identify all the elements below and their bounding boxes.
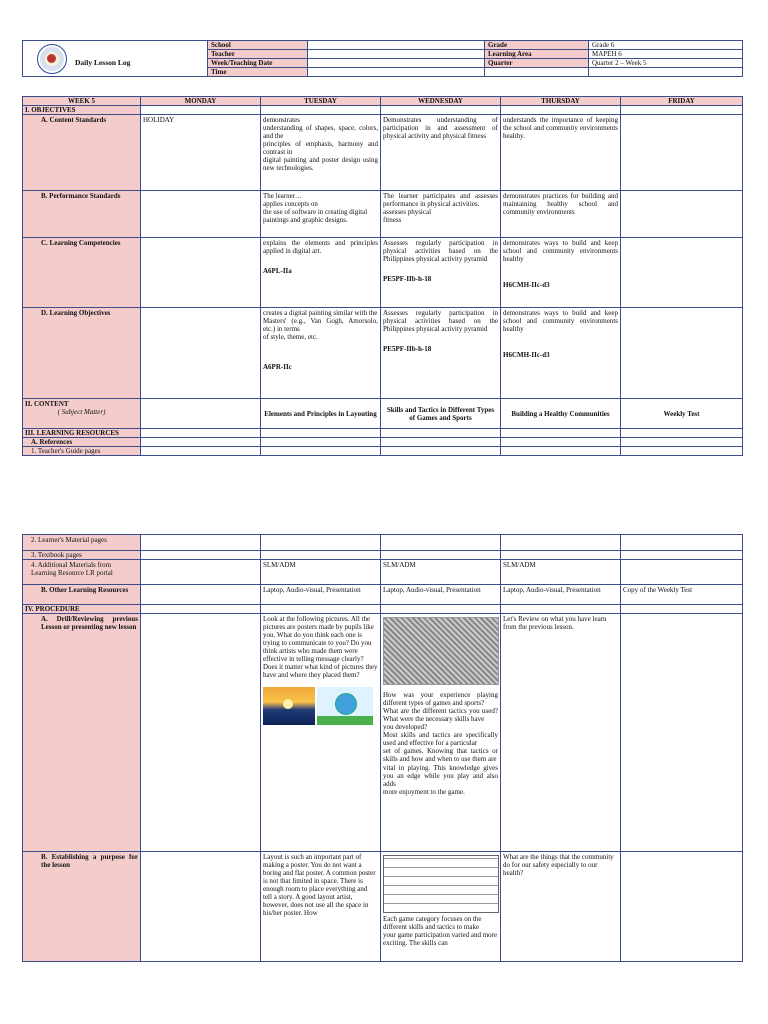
col-thursday: THURSDAY — [501, 97, 621, 106]
cell-wed-purpose: Each game category focuses on the different skills and tactics to make your game participation varied and more exciting. The skills can — [381, 852, 501, 962]
cell-wed-topic: Skills and Tactics in Different Types of Games and Sports — [381, 399, 501, 429]
cell-thu-objectives: demonstrates ways to build and keep school and community environments healthy H6CMH-IIc-d3 — [501, 308, 621, 399]
time-value — [308, 68, 485, 77]
col-friday: FRIDAY — [621, 97, 743, 106]
skills-table-image — [383, 855, 499, 913]
row-drill: A. Drill/Reviewing previous Lesson or presenting new lesson — [23, 614, 141, 852]
row-learning-objectives: D. Learning Objectives — [23, 308, 141, 399]
cell-tue-competencies: explains the elements and principles applied in digital art. A6PL-IIa — [261, 238, 381, 308]
cell-thu-content: understands the importance of keeping the school and community environments healthy. — [501, 115, 621, 191]
lesson-table-part2 — [22, 534, 743, 962]
school-value — [308, 41, 485, 50]
col-wednesday: WEDNESDAY — [381, 97, 501, 106]
row-lm-pages: 2. Learner's Material pages — [23, 535, 141, 551]
row-references: A. References — [23, 438, 141, 447]
cell-wed-objectives: Assesses regularly participation in physical activities based on the Philippines physical activity pyramid PE5PF-IIb-h-18 — [381, 308, 501, 399]
lesson-table-part1 — [22, 96, 743, 456]
quarter-label: Quarter — [485, 59, 589, 68]
grade-label: Grade — [485, 41, 589, 50]
empty-cell — [589, 68, 743, 77]
time-label: Time — [208, 68, 308, 77]
cell-tue-objectives: creates a digital painting similar with the Masters' (e.g., Van Gogh, Amorsolo, etc.) in terms of style, theme, etc. A6PR-IIc — [261, 308, 381, 399]
row-purpose: B. Establishing a purpose for the lesson — [23, 852, 141, 962]
week-date-value — [308, 59, 485, 68]
cell-tue-drill: Look at the following pictures. All the pictures are posters made by pupils like you. What do you think each one is trying to communicate to you? Do you think artists who made them were effective in telling message clearly? Does it matter what kind of pictures they have and where they placed them? — [261, 614, 381, 852]
col-tuesday: TUESDAY — [261, 97, 381, 106]
sunset-poster-image — [263, 687, 315, 725]
week-date-label: Week/Teaching Date — [208, 59, 308, 68]
row-tg-pages: 1. Teacher's Guide pages — [23, 447, 141, 456]
row-competencies: C. Learning Competencies — [23, 238, 141, 308]
row-other-resources: B. Other Learning Resources — [23, 585, 141, 605]
empty-cell — [485, 68, 589, 77]
row-additional: 4. Additional Materials from Learning Resource LR portal — [23, 560, 141, 585]
cell-thu-purpose: What are the things that the community do for our safety especially to our health? — [501, 852, 621, 962]
school-label: School — [208, 41, 308, 50]
cell-thu-competencies: demonstrates ways to build and keep school and community environments healthy H6CMH-IIc-d3 — [501, 238, 621, 308]
cell-fri-other: Copy of the Weekly Test — [621, 585, 743, 605]
cell-tue-content: demonstrates understanding of shapes, space, colors, and the principles of emphasis, harmony and contrast in digital painting and poster design using new technologies. — [261, 115, 381, 191]
cell-fri-topic: Weekly Test — [621, 399, 743, 429]
cell-tue-purpose: Layout is such an important part of making a poster. You do not want a boring and flat poster. A common poster is not that limited in space. There is enough room to place everything and tell a story. A good layout artist, however, does not use all the space in his/her poster. How — [261, 852, 381, 962]
cell-wed-content: Demonstrates understanding of participation in and assessment of physical activity and physical fitness — [381, 115, 501, 191]
learning-area-label: Learning Area — [485, 50, 589, 59]
doc-title: Daily Lesson Log — [75, 58, 131, 67]
teacher-value — [308, 50, 485, 59]
logo-cell — [23, 41, 208, 77]
cell-thu-topic: Building a Healthy Communities — [501, 399, 621, 429]
cell-thu-drill: Let's Review on what you have learn from the previous lesson. — [501, 614, 621, 852]
section-content: II. CONTENT ( Subject Matter) — [23, 399, 141, 429]
section-resources: III. LEARNING RESOURCES — [23, 429, 141, 438]
row-content-standards: A. Content Standards — [23, 115, 141, 191]
cell-wed-performance: The learner participates and assesses performance in physical activities. assesses physical fitness — [381, 191, 501, 238]
cell-thu-additional: SLM/ADM — [501, 560, 621, 585]
cell-tue-other: Laptop, Audio-visual, Presentation — [261, 585, 381, 605]
cell-mon-content: HOLIDAY — [141, 115, 261, 191]
section-objectives: I. OBJECTIVES — [23, 106, 141, 115]
col-monday: MONDAY — [141, 97, 261, 106]
cell-wed-competencies: Assesses regularly participation in physical activities based on the Philippines physical activity pyramid PE5PF-IIb-h-18 — [381, 238, 501, 308]
cell-tue-additional: SLM/ADM — [261, 560, 381, 585]
cell-wed-drill: How was your experience playing different types of games and sports? What are the different tactics you used? What were the necessary skills have you developed? Most skills and tactics are specifically used and effective for a particular set of games. Knowing that tactics or skills and how and when to use them are vital in playing. This knowledge gives you an edge while you play and also adds more enjoyment to the game. — [381, 614, 501, 852]
row-performance-standards: B. Performance Standards — [23, 191, 141, 238]
cell-tue-performance: The learner… applies concepts on the use of software in creating digital paintings and graphic designs. — [261, 191, 381, 238]
earth-poster-image — [317, 687, 373, 725]
cell-wed-other: Laptop, Audio-visual, Presentation — [381, 585, 501, 605]
cell-tue-topic: Elements and Principles in Layouting — [261, 399, 381, 429]
grade-value: Grade 6 — [589, 41, 743, 50]
row-textbook: 3. Textbook pages — [23, 551, 141, 560]
learning-area-value: MAPEH 6 — [589, 50, 743, 59]
crowd-sketch-image — [383, 617, 499, 685]
cell-wed-additional: SLM/ADM — [381, 560, 501, 585]
cell-thu-performance: demonstrates practices for building and maintaining healthy school and community environments — [501, 191, 621, 238]
header-table — [22, 40, 743, 77]
col-week: WEEK 5 — [23, 97, 141, 106]
cell-thu-other: Laptop, Audio-visual, Presentation — [501, 585, 621, 605]
quarter-value: Quarter 2 – Week 5 — [589, 59, 743, 68]
teacher-label: Teacher — [208, 50, 308, 59]
section-procedure: IV. PROCEDURE — [23, 605, 141, 614]
